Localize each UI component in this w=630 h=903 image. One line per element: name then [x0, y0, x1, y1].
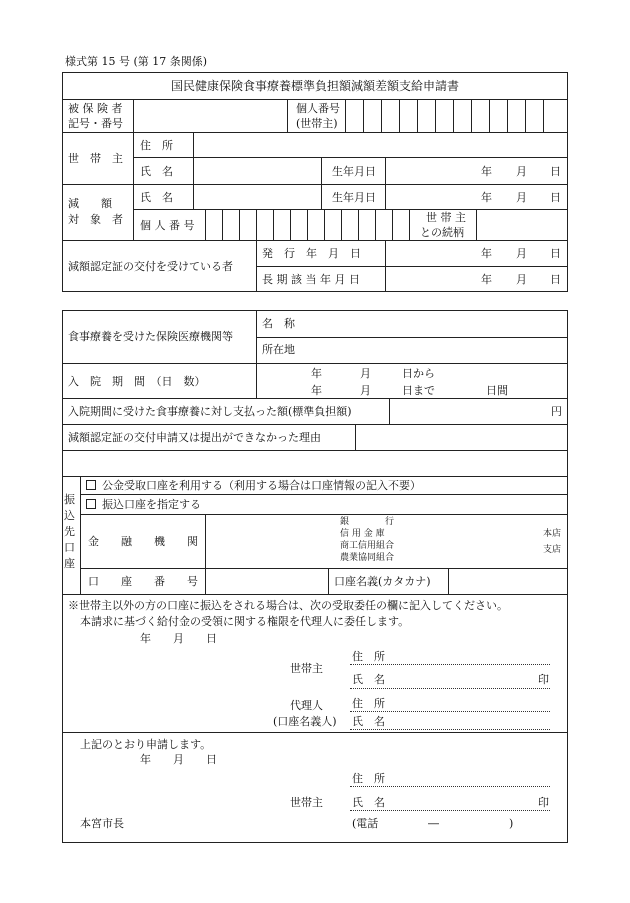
householder-birth-label: 生年月日 [332, 165, 376, 178]
bank-type: 商工信用組合 [340, 541, 395, 551]
indiv-no-label: 個人番号 [296, 102, 340, 115]
householder-sign-label: 世帯主 [290, 662, 323, 675]
transfer-label-char: 振 [64, 493, 75, 506]
transfer-label-char: 口 [64, 541, 75, 554]
householder-address-label: 住 所 [140, 139, 173, 152]
specify-account-option-label: 振込口座を指定する [102, 498, 201, 511]
account-name-label: 口座名義(カタカナ) [334, 575, 431, 588]
form-number: 様式第 15 号 (第 17 条関係) [65, 55, 208, 68]
indiv-no-householder: (世帯主) [296, 117, 338, 130]
month-label: 月 [516, 191, 527, 204]
yen-label: 円 [551, 405, 562, 418]
agent-address-label: 住 所 [352, 697, 385, 710]
relation-label-2: との続柄 [420, 226, 464, 239]
from-label: 日から [402, 367, 435, 380]
apply-seal-label: 印 [538, 796, 549, 809]
month-label: 月 [516, 273, 527, 286]
reduced-name-label: 氏 名 [140, 191, 173, 204]
apply-householder-label: 世帯主 [290, 796, 323, 809]
reduced-birth-label: 生年月日 [332, 191, 376, 204]
day-label: 日 [550, 165, 561, 178]
paid-amount-label: 入院期間に受けた食事療養に対し支払った額(標準負担額) [68, 405, 352, 418]
phone-label: (電話 [352, 817, 379, 830]
householder-label: 世 帯 主 [68, 152, 123, 165]
day-label: 日 [550, 273, 561, 286]
delegation-text: 本請求に基づく給付金の受領に関する権限を代理人に委任します。 [80, 615, 410, 628]
reduced-indiv-no-label: 個 人 番 号 [140, 219, 195, 232]
phone-dash: ― [428, 817, 439, 830]
form-title: 国民健康保険食事療養標準負担額減額差額支給申請書 [170, 79, 459, 93]
facility-name-label: 名 称 [262, 317, 295, 330]
year-label: 年 [311, 367, 322, 380]
bank-type: 農業協同組合 [340, 553, 395, 563]
month-label: 月 [360, 367, 371, 380]
day-label: 日 [550, 247, 561, 260]
apply-name-label: 氏 名 [352, 796, 385, 809]
year-label: 年 [481, 191, 492, 204]
delegation-name-label: 氏 名 [352, 673, 385, 686]
year-label: 年 [481, 165, 492, 178]
transfer-label-char: 座 [64, 557, 75, 570]
month-label: 月 [360, 384, 371, 397]
year-label: 年 [481, 247, 492, 260]
delegation-date: 年 月 日 [140, 632, 217, 645]
month-label: 月 [516, 165, 527, 178]
head-office-label: 本店 [543, 529, 562, 539]
branch-label: 支店 [543, 545, 562, 555]
public-account-option-label: 公金受取口座を利用する（利用する場合は口座情報の記入不要） [102, 479, 421, 492]
specify-account-option[interactable] [86, 499, 201, 510]
mayor-label: 本宮市長 [80, 817, 124, 830]
admission-period-label: 入 院 期 間 （日 数） [68, 375, 206, 388]
specify-account-checkbox[interactable] [86, 499, 96, 509]
day-label: 日 [550, 191, 561, 204]
cert-received-label: 減額認定証の交付を受けている者 [68, 260, 233, 273]
transfer-label-char: 込 [64, 509, 75, 522]
reason-label: 減額認定証の交付申請又は提出ができなかった理由 [68, 431, 321, 444]
delegation-note: ※世帯主以外の方の口座に振込をされる場合は、次の受取委任の欄に記入してください。 [68, 599, 508, 612]
days-label: 日間 [486, 384, 508, 397]
account-number-label: 口 座 番 号 [88, 575, 198, 588]
year-label: 年 [481, 273, 492, 286]
public-account-checkbox[interactable] [86, 480, 96, 490]
phone-close: ) [509, 817, 514, 830]
apply-statement: 上記のとおり申請します。 [80, 738, 212, 751]
transfer-label-char: 先 [64, 525, 75, 538]
insured-no-label: 被 保 険 者 [68, 102, 123, 115]
householder-name-label: 氏 名 [140, 165, 173, 178]
delegation-address-label: 住 所 [352, 650, 385, 663]
apply-address-label: 住 所 [352, 772, 385, 785]
insured-no-label-2: 記号・番号 [68, 117, 123, 130]
facility-label: 食事療養を受けた保険医療機関等 [68, 330, 233, 343]
seal-label: 印 [538, 673, 549, 686]
reduced-label: 減 額 [68, 197, 112, 210]
long-term-label: 長 期 該 当 年 月 日 [262, 273, 360, 286]
facility-address-label: 所在地 [262, 343, 295, 356]
agent-label: 代理人 [290, 699, 323, 712]
apply-date: 年 月 日 [140, 753, 217, 766]
relation-label: 世 帯 主 [426, 211, 466, 224]
public-account-option[interactable] [86, 480, 421, 491]
agent-label-2: (口座名義人) [273, 715, 337, 728]
issue-date-label: 発 行 年 月 日 [262, 247, 361, 260]
bank-label: 金 融 機 関 [88, 535, 198, 548]
bank-type: 信 用 金 庫 [340, 529, 385, 539]
year-label: 年 [311, 384, 322, 397]
until-label: 日まで [402, 384, 435, 397]
bank-type: 銀 行 [340, 517, 395, 527]
reduced-label-2: 対 象 者 [68, 213, 123, 226]
agent-name-label: 氏 名 [352, 715, 385, 728]
month-label: 月 [516, 247, 527, 260]
